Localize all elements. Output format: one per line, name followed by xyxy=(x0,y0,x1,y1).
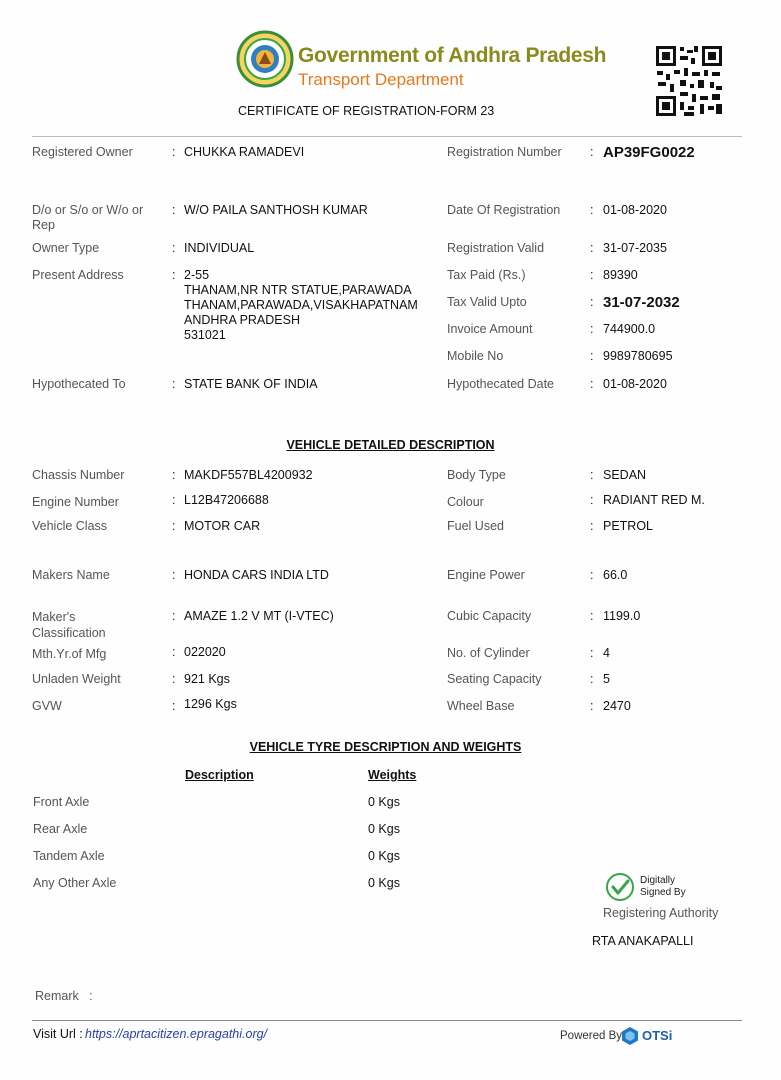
tyre-row-label: Front Axle xyxy=(33,795,90,809)
tax-paid-label: Tax Paid (Rs.) xyxy=(447,268,526,282)
chassis-number-value: MAKDF557BL4200932 xyxy=(184,468,313,482)
engine-number-value: L12B47206688 xyxy=(184,493,269,507)
footer-divider xyxy=(32,1020,742,1021)
vehicle-section-title: VEHICLE DETAILED DESCRIPTION xyxy=(286,438,495,452)
remark-colon: : xyxy=(78,989,93,1003)
colon: : xyxy=(590,295,594,309)
tax-paid-value: 89390 xyxy=(603,268,638,282)
colon: : xyxy=(590,699,594,713)
powered-by-text: Powered By xyxy=(560,1030,623,1042)
tyre-row-value: 0 Kgs xyxy=(368,795,400,809)
tyre-row-label: Any Other Axle xyxy=(33,876,117,890)
tyre-row-value: 0 Kgs xyxy=(368,822,400,836)
seating-capacity-value: 5 xyxy=(603,672,610,686)
relation-label: D/o or S/o or W/o or Rep xyxy=(32,203,144,232)
colon: : xyxy=(172,377,176,391)
engine-number-label: Engine Number xyxy=(32,495,119,509)
colon: : xyxy=(172,493,176,507)
visit-url-label: Visit Url : xyxy=(33,1027,83,1041)
colon: : xyxy=(172,145,176,159)
body-type-value: SEDAN xyxy=(603,468,647,482)
colon: : xyxy=(590,672,594,686)
hypothecated-date-value: 01-08-2020 xyxy=(603,377,667,391)
description-header: Description xyxy=(185,768,254,782)
mobile-value: 9989780695 xyxy=(603,349,673,363)
registered-owner-value: CHUKKA RAMADEVI xyxy=(184,145,305,159)
colon: : xyxy=(172,672,176,686)
makers-classification-value: AMAZE 1.2 V MT (I-VTEC) xyxy=(184,609,334,623)
chassis-number-label: Chassis Number xyxy=(32,468,125,482)
colon: : xyxy=(590,145,594,159)
colon: : xyxy=(590,568,594,582)
colon: : xyxy=(590,519,594,533)
colon: : xyxy=(172,468,176,482)
tyre-row-value: 0 Kgs xyxy=(368,849,400,863)
tax-valid-label: Tax Valid Upto xyxy=(447,295,527,309)
body-type-label: Body Type xyxy=(447,468,506,482)
colour-value: RADIANT RED M. xyxy=(603,493,705,507)
unladen-weight-value: 921 Kgs xyxy=(184,672,230,686)
unladen-weight-label: Unladen Weight xyxy=(32,672,121,686)
cylinders-label: No. of Cylinder xyxy=(447,646,530,660)
registration-number-label: Registration Number xyxy=(447,145,562,159)
seating-capacity-label: Seating Capacity xyxy=(447,672,542,686)
colon: : xyxy=(172,519,176,533)
hypothecated-date-label: Hypothecated Date xyxy=(447,377,555,391)
engine-power-label: Engine Power xyxy=(447,568,525,582)
otsi-logo-icon xyxy=(620,1026,640,1046)
colon: : xyxy=(590,349,594,363)
present-address-label: Present Address xyxy=(32,268,124,282)
ap-emblem-seal-icon xyxy=(236,30,294,88)
registered-owner-label: Registered Owner xyxy=(32,145,133,159)
colour-label: Colour xyxy=(447,495,484,509)
cylinders-value: 4 xyxy=(603,646,610,660)
colon: : xyxy=(172,699,176,713)
remark-label xyxy=(35,989,93,1003)
makers-classification-label: Maker's Classification xyxy=(32,610,106,640)
rta-office: RTA ANAKAPALLI xyxy=(592,934,694,948)
gvw-label: GVW xyxy=(32,699,62,713)
cubic-capacity-value: 1199.0 xyxy=(603,609,641,623)
cubic-capacity-label: Cubic Capacity xyxy=(447,609,532,623)
fuel-used-label: Fuel Used xyxy=(447,519,504,533)
header-divider xyxy=(32,136,742,137)
engine-power-value: 66.0 xyxy=(603,568,628,582)
makers-name-label: Makers Name xyxy=(32,568,110,582)
colon: : xyxy=(590,646,594,660)
tyre-section-title: VEHICLE TYRE DESCRIPTION AND WEIGHTS xyxy=(249,740,522,754)
weights-header: Weights xyxy=(368,768,417,782)
date-of-registration-value: 01-08-2020 xyxy=(603,203,667,217)
colon: : xyxy=(590,241,594,255)
makers-name-value: HONDA CARS INDIA LTD xyxy=(184,568,329,582)
mobile-label: Mobile No xyxy=(447,349,504,363)
date-of-registration-label: Date Of Registration xyxy=(447,203,561,217)
colon: : xyxy=(590,493,594,507)
present-address-value: 2-55 THANAM,NR NTR STATUE,PARAWADA THANAM,PARAWADA,VISAKHAPATNAM ANDHRA PRADESH 531021 xyxy=(184,268,418,342)
vehicle-class-label: Vehicle Class xyxy=(32,519,108,533)
colon: : xyxy=(590,468,594,482)
check-circle-icon xyxy=(605,872,635,902)
tyre-row-label: Rear Axle xyxy=(33,822,88,836)
hypothecated-to-value: STATE BANK OF INDIA xyxy=(184,377,318,391)
colon: : xyxy=(172,203,176,217)
owner-type-value: INDIVIDUAL xyxy=(184,241,255,255)
visit-url-link[interactable]: https://aprtacitizen.epragathi.org/ xyxy=(85,1027,268,1041)
department-title: Transport Department xyxy=(298,70,464,89)
owner-type-label: Owner Type xyxy=(32,241,100,255)
otsi-text: OTSi xyxy=(642,1028,673,1043)
gvw-value: 1296 Kgs xyxy=(184,697,237,711)
colon: : xyxy=(590,609,594,623)
tyre-row-value: 0 Kgs xyxy=(368,876,400,890)
relation-value: W/O PAILA SANTHOSH KUMAR xyxy=(184,203,368,217)
colon: : xyxy=(590,268,594,282)
mfg-month-year-value: 022020 xyxy=(184,645,226,659)
form-title: CERTIFICATE OF REGISTRATION-FORM 23 xyxy=(238,104,495,118)
colon: : xyxy=(172,568,176,582)
colon: : xyxy=(172,268,176,282)
government-title: Government of Andhra Pradesh xyxy=(298,44,607,67)
mfg-month-year-label: Mth.Yr.of Mfg xyxy=(32,647,107,661)
colon: : xyxy=(590,377,594,391)
colon: : xyxy=(172,241,176,255)
digitally-signed-text: Digitally Signed By xyxy=(640,875,686,898)
registration-number-value: AP39FG0022 xyxy=(603,144,695,161)
colon: : xyxy=(172,609,176,623)
vehicle-class-value: MOTOR CAR xyxy=(184,519,261,533)
hypothecated-to-label: Hypothecated To xyxy=(32,377,126,391)
invoice-amount-value: 744900.0 xyxy=(603,322,656,336)
registration-valid-label: Registration Valid xyxy=(447,241,545,255)
wheel-base-label: Wheel Base xyxy=(447,699,515,713)
colon: : xyxy=(590,322,594,336)
qr-code-icon xyxy=(654,44,724,118)
invoice-amount-label: Invoice Amount xyxy=(447,322,533,336)
colon: : xyxy=(590,203,594,217)
tyre-row-label: Tandem Axle xyxy=(33,849,105,863)
colon: : xyxy=(172,645,176,659)
wheel-base-value: 2470 xyxy=(603,699,631,713)
registering-authority-text: Registering Authority xyxy=(603,906,719,920)
remark-label-text: Remark xyxy=(35,989,79,1003)
registration-valid-value: 31-07-2035 xyxy=(603,241,667,255)
fuel-used-value: PETROL xyxy=(603,519,654,533)
tax-valid-value: 31-07-2032 xyxy=(603,294,680,311)
